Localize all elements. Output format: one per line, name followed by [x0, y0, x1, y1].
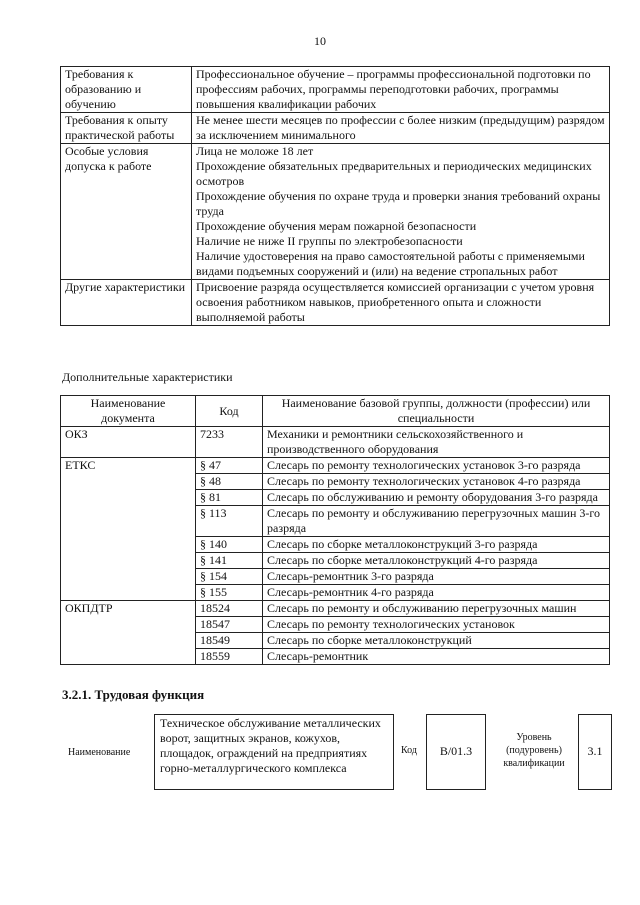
additional-characteristics-title: Дополнительные характеристики	[62, 370, 233, 384]
requirements-table	[60, 66, 610, 326]
code-cell: § 47	[196, 458, 263, 474]
group-name-cell: Слесарь по сборке металлоконструкций 4-го разряда	[263, 553, 610, 569]
requirement-value-line: Прохождение обязательных предварительных и периодических медицинских осмотров	[196, 159, 592, 188]
requirement-value	[192, 280, 610, 326]
group-name-cell: Слесарь-ремонтник	[263, 649, 610, 665]
code-cell: § 140	[196, 537, 263, 553]
requirement-value	[192, 67, 610, 113]
labor-function-code-label: Код	[401, 745, 417, 756]
document-name-cell: ЕТКС	[61, 458, 196, 601]
labor-function-name-label: Наименование	[68, 747, 131, 758]
requirement-label: Требования к образованию и обучению	[61, 67, 192, 113]
code-cell: 7233	[196, 427, 263, 458]
code-cell: 18524	[196, 601, 263, 617]
requirement-value-line: Не менее шести месяцев по профессии с более низким (предыдущим) разрядом за исключением минимального	[196, 113, 605, 142]
group-name-cell: Слесарь-ремонтник 4-го разряда	[263, 585, 610, 601]
group-name-cell: Слесарь по ремонту и обслуживанию перегрузочных машин	[263, 601, 610, 617]
requirement-value-line: Профессиональное обучение – программы профессиональной подготовки по профессиям рабочих, программы переподготовки рабочих, программы повышения квалификации рабочих	[196, 67, 591, 111]
header-document-name: Наименование документа	[61, 396, 196, 427]
requirement-row	[61, 67, 610, 113]
requirement-label: Другие характеристики	[61, 280, 192, 326]
code-cell: 18547	[196, 617, 263, 633]
group-name-cell: Слесарь по сборке металлоконструкций 3-го разряда	[263, 537, 610, 553]
labor-function-name-value: Техническое обслуживание металлических ворот, защитных экранов, кожухов, площадок, ограждений на предприятиях горно-металлургического комплекса	[154, 714, 394, 790]
requirement-value	[192, 113, 610, 144]
labor-function-code-value: B/01.3	[426, 714, 486, 790]
header-group-name: Наименование базовой группы, должности (профессии) или специальности	[263, 396, 610, 427]
page-number: 10	[314, 34, 326, 48]
header-code: Код	[196, 396, 263, 427]
group-name-cell: Слесарь по обслуживанию и ремонту оборудования 3-го разряда	[263, 490, 610, 506]
table-row	[61, 458, 610, 474]
requirement-row	[61, 144, 610, 280]
code-cell: § 113	[196, 506, 263, 537]
code-cell: § 48	[196, 474, 263, 490]
qualification-level-value: 3.1	[578, 714, 612, 790]
requirement-value-line: Прохождение обучения по охране труда и проверки знания требований охраны труда	[196, 189, 601, 218]
code-cell: § 154	[196, 569, 263, 585]
requirement-value-line: Лица не моложе 18 лет	[196, 144, 314, 158]
document-name-cell: ОКЗ	[61, 427, 196, 458]
table-row	[61, 601, 610, 617]
code-cell: § 155	[196, 585, 263, 601]
qualification-level-label: Уровень (подуровень) квалификации	[503, 732, 565, 769]
code-cell: § 81	[196, 490, 263, 506]
requirement-row	[61, 280, 610, 326]
additional-characteristics-table	[60, 395, 610, 665]
requirement-value-line: Наличие не ниже II группы по электробезопасности	[196, 234, 463, 248]
group-name-cell: Слесарь по ремонту технологических установок 4-го разряда	[263, 474, 610, 490]
requirement-row	[61, 113, 610, 144]
requirement-value	[192, 144, 610, 280]
requirement-label: Особые условия допуска к работе	[61, 144, 192, 280]
labor-function-title: 3.2.1. Трудовая функция	[62, 687, 205, 702]
requirement-value-line: Наличие удостоверения на право самостоятельной работы с применяемыми видами подъемных сооружений и (или) на ведение стропальных работ	[196, 249, 585, 278]
code-cell: 18549	[196, 633, 263, 649]
group-name-cell: Механики и ремонтники сельскохозяйственного и производственного оборудования	[263, 427, 610, 458]
group-name-cell: Слесарь-ремонтник 3-го разряда	[263, 569, 610, 585]
table-row	[61, 427, 610, 458]
code-cell: § 141	[196, 553, 263, 569]
group-name-cell: Слесарь по сборке металлоконструкций	[263, 633, 610, 649]
requirement-label: Требования к опыту практической работы	[61, 113, 192, 144]
requirement-value-line: Прохождение обучения мерам пожарной безопасности	[196, 219, 477, 233]
group-name-cell: Слесарь по ремонту и обслуживанию перегрузочных машин 3-го разряда	[263, 506, 610, 537]
table-header-row	[61, 396, 610, 427]
document-name-cell: ОКПДТР	[61, 601, 196, 665]
requirement-value-line: Присвоение разряда осуществляется комиссией организации с учетом уровня освоения работником навыков, приобретенного опыта и сложности выполняемой работы	[196, 280, 595, 324]
group-name-cell: Слесарь по ремонту технологических установок	[263, 617, 610, 633]
code-cell: 18559	[196, 649, 263, 665]
group-name-cell: Слесарь по ремонту технологических установок 3-го разряда	[263, 458, 610, 474]
